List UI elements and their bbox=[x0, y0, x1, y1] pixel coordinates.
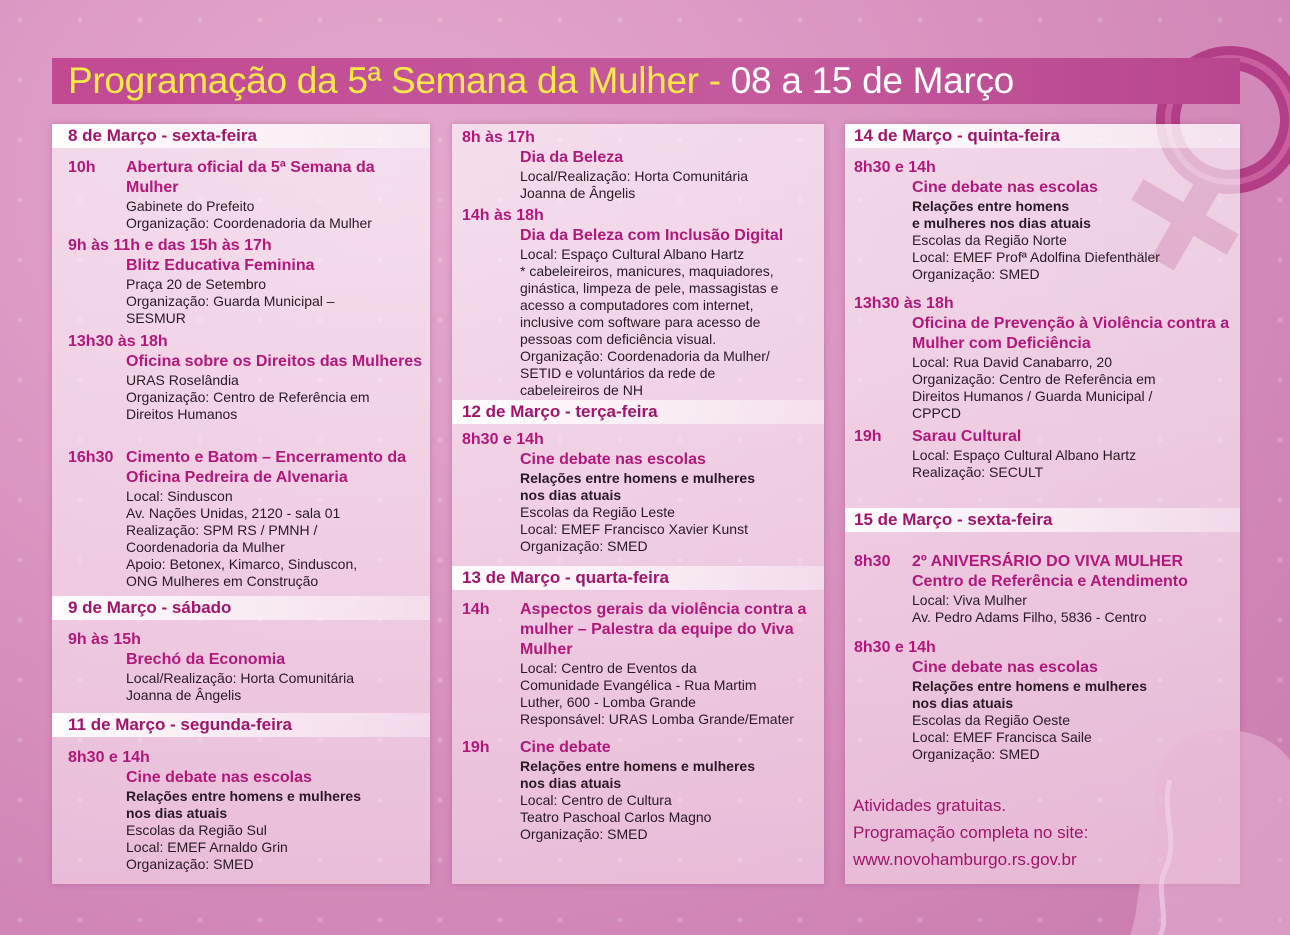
event-line: Coordenadoria da Mulher bbox=[126, 539, 285, 555]
day-header: 9 de Março - sábado bbox=[52, 596, 430, 620]
event bbox=[68, 236, 424, 327]
event-line: Local: EMEF Francisco Xavier Kunst bbox=[520, 521, 748, 537]
event-line: Organização: SMED bbox=[520, 538, 648, 554]
event-time: 19h bbox=[462, 739, 490, 756]
event-time: 19h bbox=[854, 428, 882, 445]
column-1 bbox=[52, 124, 430, 884]
event-line: SETID e voluntários da rede de bbox=[520, 365, 716, 381]
event-line: Comunidade Evangélica - Rua Martim bbox=[520, 677, 757, 693]
event-line: cabeleireiros de NH bbox=[520, 382, 643, 398]
event-line: Gabinete do Prefeito bbox=[126, 198, 255, 214]
event-time: 14h às 18h bbox=[462, 207, 544, 224]
event-line: Praça 20 de Setembro bbox=[126, 276, 267, 292]
event-line: Local: Sinduscon bbox=[126, 488, 233, 504]
event-title: Oficina sobre os Direitos das Mulheres bbox=[126, 353, 423, 370]
event-title: Cine debate nas escolas bbox=[520, 451, 706, 468]
event-line: Organização: Guarda Municipal – bbox=[126, 293, 335, 309]
event-line: Joanna de Ângelis bbox=[126, 687, 242, 703]
event-line: Luther, 600 - Lomba Grande bbox=[520, 694, 696, 710]
event-title: 2º ANIVERSÁRIO DO VIVA MULHER Centro de Referência e Atendimento bbox=[912, 553, 1188, 590]
day-header: 12 de Março - terça-feira bbox=[452, 400, 824, 424]
title-part1: Programação da 5ª Semana da Mulher - bbox=[68, 60, 731, 101]
event bbox=[854, 158, 1160, 283]
event-line: Teatro Paschoal Carlos Magno bbox=[520, 809, 712, 825]
event-line: Organização: Centro de Referência em bbox=[912, 371, 1156, 387]
page-title bbox=[68, 58, 1014, 104]
event-title: Aspectos gerais da violência contra a mulher – Palestra da equipe do Viva Mulher bbox=[520, 601, 807, 658]
day-header: 15 de Março - sexta-feira bbox=[845, 508, 1240, 532]
event-time: 16h30 bbox=[68, 449, 114, 466]
event-title: Dia da Beleza bbox=[520, 149, 624, 166]
event bbox=[462, 128, 818, 202]
event-time: 8h30 bbox=[854, 553, 891, 570]
event-time: 8h às 17h bbox=[462, 129, 535, 146]
event-line: ONG Mulheres em Construção bbox=[126, 573, 319, 589]
event bbox=[462, 430, 818, 555]
event-line: pessoas com deficiência visual. bbox=[520, 331, 717, 347]
event-title: Blitz Educativa Feminina bbox=[126, 257, 315, 274]
event-time: 9h às 11h e das 15h às 17h bbox=[68, 237, 272, 254]
event-title: Cimento e Batom – Encerramento da Oficina Pedreira de Alvenaria bbox=[126, 449, 407, 486]
event-line: Escolas da Região Norte bbox=[912, 232, 1067, 248]
event-line: Local: EMEF Arnaldo Grin bbox=[126, 839, 288, 855]
event-line: Organização: Coordenadoria da Mulher/ bbox=[520, 348, 770, 364]
event-time: 14h bbox=[462, 601, 490, 618]
event-line: Local: Centro de Eventos da bbox=[520, 660, 697, 676]
event-line: Direitos Humanos / Guarda Municipal / bbox=[912, 388, 1153, 404]
event bbox=[68, 448, 424, 590]
event-line: Apoio: Betonex, Kimarco, Sinduscon, bbox=[126, 556, 358, 572]
event bbox=[68, 630, 424, 704]
event-line: Local: EMEF Profª Adolfina Diefenthäler bbox=[912, 249, 1160, 265]
event-title: Cine debate nas escolas bbox=[912, 659, 1098, 676]
event-line: Realização: SPM RS / PMNH / bbox=[126, 522, 318, 538]
event-line: Joanna de Ângelis bbox=[520, 185, 636, 201]
footer bbox=[853, 792, 1088, 873]
event-line: Escolas da Região Sul bbox=[126, 822, 267, 838]
event-subtitle: Relações entre homens e mulheres bbox=[912, 678, 1147, 694]
event-line: Escolas da Região Oeste bbox=[912, 712, 1070, 728]
woman-silhouette-icon bbox=[1110, 720, 1290, 935]
event-line: Responsável: URAS Lomba Grande/Emater bbox=[520, 711, 794, 727]
event bbox=[854, 552, 1234, 626]
event-line: Organização: SMED bbox=[520, 826, 648, 842]
event-line: Local: Centro de Cultura bbox=[520, 792, 672, 808]
event-title: Abertura oficial da 5ª Semana da Mulher bbox=[126, 159, 375, 196]
event-line: Local: Rua David Canabarro, 20 bbox=[912, 354, 1113, 370]
event-title: Oficina de Prevenção à Violência contra a Mulher com Deficiência bbox=[912, 315, 1230, 352]
event-line: URAS Roselândia bbox=[126, 372, 239, 388]
event-time: 13h30 às 18h bbox=[68, 333, 168, 350]
event-subtitle: Relações entre homens bbox=[912, 198, 1070, 214]
event bbox=[68, 332, 424, 423]
day-header: 14 de Março - quinta-feira bbox=[845, 124, 1240, 148]
footer-website-link[interactable]: www.novohamburgo.rs.gov.br bbox=[853, 850, 1077, 869]
event-line: Local/Realização: Horta Comunitária bbox=[520, 168, 748, 184]
event-line: Direitos Humanos bbox=[126, 406, 238, 422]
event-subtitle: nos dias atuais bbox=[912, 695, 1014, 711]
event-line: Organização: Coordenadoria da Mulher bbox=[126, 215, 372, 231]
event bbox=[462, 738, 818, 843]
footer-line: Programação completa no site: bbox=[853, 823, 1089, 842]
event-line: Local: Espaço Cultural Albano Hartz bbox=[912, 447, 1137, 463]
event-line: acesso a computadores com internet, bbox=[520, 297, 754, 313]
event bbox=[854, 427, 1234, 481]
event-time: 9h às 15h bbox=[68, 631, 141, 648]
event-title: Cine debate bbox=[520, 739, 611, 756]
event-time: 8h30 e 14h bbox=[462, 431, 544, 448]
event-line: Av. Nações Unidas, 2120 - sala 01 bbox=[126, 505, 341, 521]
event-title: Brechó da Economia bbox=[126, 651, 286, 668]
event-line: CPPCD bbox=[912, 405, 962, 421]
event-line: Local: EMEF Francisca Saile bbox=[912, 729, 1092, 745]
event-line: inclusive com software para acesso de bbox=[520, 314, 761, 330]
event-line: Organização: Centro de Referência em bbox=[126, 389, 370, 405]
event-title: Sarau Cultural bbox=[912, 428, 1022, 445]
event-title: Cine debate nas escolas bbox=[126, 769, 312, 786]
event-line: ginástica, limpeza de pele, massagistas e bbox=[520, 280, 779, 296]
event-line: Organização: SMED bbox=[126, 856, 254, 872]
event-title: Dia da Beleza com Inclusão Digital bbox=[520, 227, 784, 244]
event-line: Organização: SMED bbox=[912, 266, 1040, 282]
event-subtitle: Relações entre homens e mulheres bbox=[520, 470, 755, 486]
event bbox=[462, 600, 818, 728]
event-line: SESMUR bbox=[126, 310, 186, 326]
event bbox=[68, 748, 424, 873]
event bbox=[68, 158, 424, 232]
event-line: Av. Pedro Adams Filho, 5836 - Centro bbox=[912, 609, 1147, 625]
event-subtitle: Relações entre homens e mulheres bbox=[520, 758, 755, 774]
event bbox=[854, 294, 1234, 422]
event-title: Cine debate nas escolas bbox=[912, 179, 1098, 196]
column-2 bbox=[452, 124, 824, 884]
event-line: Local: Viva Mulher bbox=[912, 592, 1027, 608]
event-line: Realização: SECULT bbox=[912, 464, 1044, 480]
event-subtitle: e mulheres nos dias atuais bbox=[912, 215, 1091, 231]
event-time: 8h30 e 14h bbox=[854, 159, 936, 176]
event-line: Escolas da Região Leste bbox=[520, 504, 675, 520]
event-time: 13h30 às 18h bbox=[854, 295, 954, 312]
event-line: Local/Realização: Horta Comunitária bbox=[126, 670, 354, 686]
event-subtitle: nos dias atuais bbox=[520, 487, 622, 503]
title-part2: 08 a 15 de Março bbox=[730, 60, 1014, 101]
day-header: 13 de Março - quarta-feira bbox=[452, 566, 824, 590]
event bbox=[462, 206, 818, 399]
event-line: Local: Espaço Cultural Albano Hartz bbox=[520, 246, 745, 262]
event-time: 8h30 e 14h bbox=[68, 749, 150, 766]
day-header: 8 de Março - sexta-feira bbox=[52, 124, 430, 148]
day-header: 11 de Março - segunda-feira bbox=[52, 713, 430, 737]
footer-line: Atividades gratuitas. bbox=[853, 796, 1007, 815]
event-time: 8h30 e 14h bbox=[854, 639, 936, 656]
event-line: * cabeleireiros, manicures, maquiadores, bbox=[520, 263, 774, 279]
event-time: 10h bbox=[68, 159, 96, 176]
event-subtitle: nos dias atuais bbox=[126, 805, 228, 821]
event-line: Organização: SMED bbox=[912, 746, 1040, 762]
event-subtitle: nos dias atuais bbox=[520, 775, 622, 791]
event-subtitle: Relações entre homens e mulheres bbox=[126, 788, 361, 804]
